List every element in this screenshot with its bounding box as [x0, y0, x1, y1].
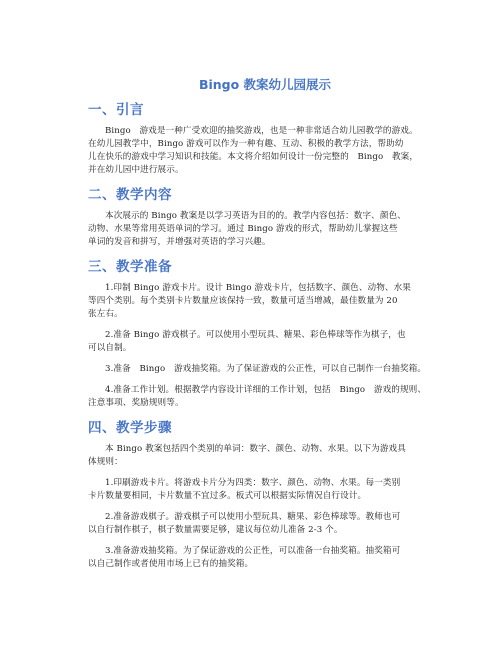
section-3 — [88, 257, 442, 410]
section-2 — [88, 185, 442, 249]
paragraph-line: 单词的发音和拼写，并增强对英语的学习兴趣。 — [88, 237, 271, 247]
paragraph — [88, 545, 442, 571]
section-4 — [88, 418, 442, 571]
paragraph-line: 1.印制 Bingo 游戏卡片。设计 Bingo 游戏卡片，包括数字、颜色、动物、水果 — [105, 283, 412, 293]
paragraph-line: 并在幼儿园中进行展示。 — [88, 165, 184, 175]
paragraph-line: 1.印刷游戏卡片。将游戏卡片分为四类：数字、颜色、动物、水果。每一类别 — [105, 478, 401, 488]
paragraph — [88, 329, 442, 355]
paragraph — [88, 363, 442, 376]
paragraph-line: 动物、水果等常用英语单词的学习。通过 Bingo 游戏的形式，帮助幼儿掌握这些 — [88, 224, 398, 234]
paragraph-line: 3.准备 Bingo 游戏抽奖箱。为了保证游戏的公正性，可以自己制作一台抽奖箱。 — [105, 364, 427, 374]
paragraph-line: 在幼儿园教学中，Bingo 游戏可以作为一种有趣、互动、积极的教学方法，帮助幼 — [88, 139, 404, 149]
paragraph-line: 2.准备 Bingo 游戏棋子。可以使用小型玩具、糖果、彩色棒球等作为棋子，也 — [105, 330, 406, 340]
paragraph-line: 4.准备工作计划。根据教学内容设计详细的工作计划，包括 Bingo 游戏的规则、 — [105, 385, 427, 395]
paragraph-line: 张左右。 — [88, 309, 123, 319]
section-1 — [88, 100, 442, 177]
paragraph — [88, 477, 442, 503]
paragraph-line: 儿在快乐的游戏中学习知识和技能。本文将介绍如何设计一份完整的 Bingo 教案， — [88, 152, 419, 162]
section-heading: 四、教学步骤 — [88, 420, 172, 436]
paragraph — [88, 443, 442, 469]
section-heading: 三、教学准备 — [88, 259, 172, 275]
paragraph — [88, 210, 442, 249]
paragraph-line: 本 Bingo 教案包括四个类别的单词：数字、颜色、动物、水果。以下为游戏具 — [105, 444, 406, 454]
document-body — [88, 100, 442, 571]
paragraph-line: 以自行制作棋子，棋子数量需要足够，建议每位幼儿准备 2-3 个。 — [88, 525, 343, 535]
paragraph-line: 等四个类别。每个类别卡片数量应该保持一致，数量可适当增减，最佳数量为 20 — [88, 296, 398, 306]
paragraph-line: 注意事项、奖励规则等。 — [88, 398, 184, 408]
paragraph-line: 本次展示的 Bingo 教案是以学习英语为目的的。教学内容包括：数字、颜色、 — [105, 211, 406, 221]
document-title: Bingo 教案幼儿园展示 — [198, 77, 332, 92]
paragraph — [88, 282, 442, 321]
paragraph — [88, 125, 442, 177]
paragraph — [88, 511, 442, 537]
paragraph-line: Bingo 游戏是一种广受欢迎的抽奖游戏，也是一种非常适合幼儿园教学的游戏。 — [105, 126, 418, 136]
paragraph-line: 以自己制作或者使用市场上已有的抽奖箱。 — [88, 559, 254, 569]
paragraph — [88, 384, 442, 410]
section-heading: 一、引言 — [88, 102, 144, 118]
paragraph-line: 2.准备游戏棋子。游戏棋子可以使用小型玩具、糖果、彩色棒球等。教师也可 — [105, 512, 401, 522]
paragraph-line: 卡片数量要相同，卡片数量不宜过多。板式可以根据实际情况自行设计。 — [88, 491, 367, 501]
section-heading: 二、教学内容 — [88, 187, 172, 203]
paragraph-line: 3.准备游戏抽奖箱。为了保证游戏的公正性，可以准备一台抽奖箱。抽奖箱可 — [105, 546, 401, 556]
paragraph-line: 可以自制。 — [88, 343, 132, 353]
paragraph-line: 体规则： — [88, 457, 123, 467]
